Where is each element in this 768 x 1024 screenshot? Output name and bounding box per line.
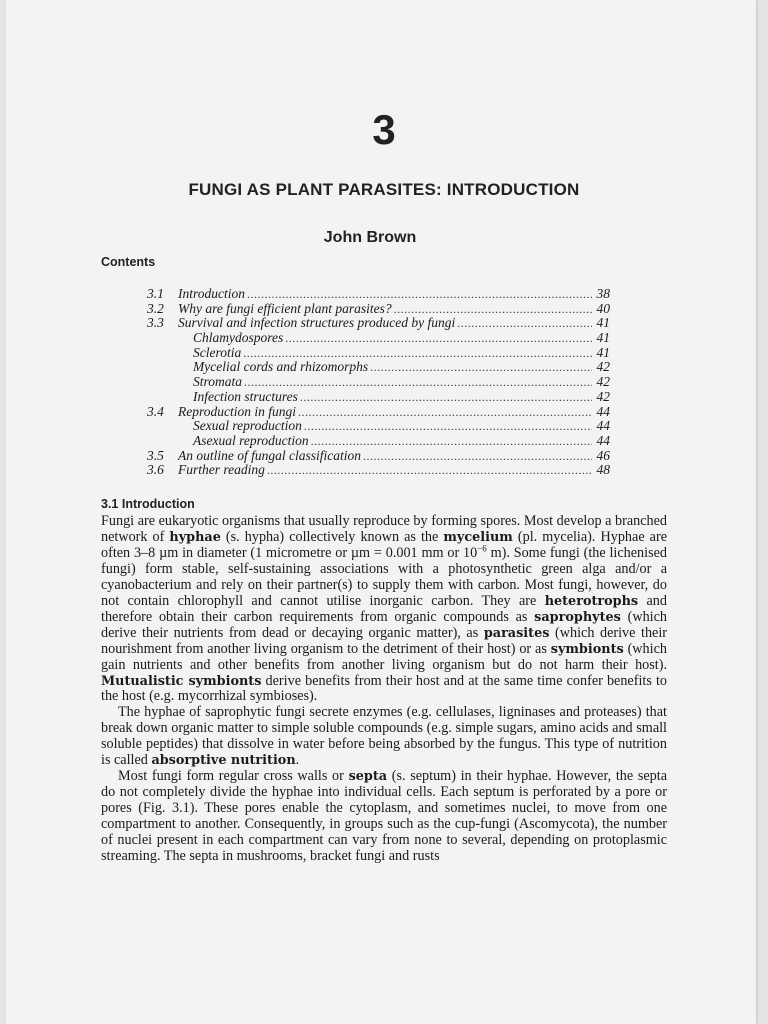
term-mutualistic-symbionts: Mutualistic symbionts <box>101 673 262 689</box>
toc-entry-page: 48 <box>596 462 610 478</box>
term-heterotrophs: heterotrophs <box>544 593 639 609</box>
chapter-title: FUNGI AS PLANT PARASITES: INTRODUCTION <box>188 180 580 199</box>
text-run: m). Some fungi (the lichenised fungi) form stable, self-sustaining associations with a photosynthetic green alga and/or a cyanobacterium and rely on their partner(s) to supply them with carbon. Most fungi, however, do not contain chlorophyll and cannot utilise inorganic carbon. They are <box>101 544 667 609</box>
toc-entry <box>147 448 610 463</box>
toc-entry-label: Infection structures <box>193 388 298 404</box>
term-saprophytes: saprophytes <box>534 609 621 625</box>
toc-entry-number: 3.1 <box>147 286 164 301</box>
paragraph-3 <box>101 769 667 865</box>
toc-entry-label: Sclerotia <box>193 344 242 360</box>
paragraph-2 <box>101 705 667 769</box>
toc-entry-page: 46 <box>596 447 610 463</box>
toc-entry <box>147 433 610 448</box>
toc-entry-page: 42 <box>596 374 610 390</box>
text-run: Most fungi form regular cross walls or <box>118 768 349 785</box>
toc-entry-label: Further reading <box>178 462 265 478</box>
text-run: (pl. mycelia). Hyphae are often 3–8 µm in diameter (1 micrometre or µm = 0.001 mm or 10 <box>101 528 667 561</box>
toc-entry-label: Sexual reproduction <box>193 418 302 434</box>
toc-dot-leader <box>298 405 592 420</box>
text-run: and therefore obtain their carbon requirements from organic compounds as <box>101 592 667 625</box>
text-run: The hyphae of saprophytic fungi secrete enzymes (e.g. cellulases, ligninases and proteases) that break down organic matter to simple soluble compounds (e.g. simple sugars, amino acids and small soluble peptides) that dissolve in water before being absorbed by the fungus. This type of nutrition is called <box>101 704 667 769</box>
term-septa: septa <box>348 769 388 785</box>
term-hyphae: hyphae <box>169 529 221 545</box>
toc-entry <box>147 389 610 404</box>
toc-dot-leader <box>285 331 592 346</box>
toc-entry-page: 44 <box>596 403 610 419</box>
toc-entry-number: 3.2 <box>147 300 164 316</box>
text-run: Fungi are eukaryotic organisms that usually reproduce by forming spores. Most develop a branched network of <box>101 513 667 545</box>
toc-entry-page: 41 <box>596 344 610 360</box>
toc-entry-page: 38 <box>596 286 610 301</box>
toc-entry-page: 42 <box>596 359 610 375</box>
toc-entry-page: 41 <box>596 315 610 331</box>
toc-entry-number: 3.5 <box>147 447 164 463</box>
toc-entry-label: Reproduction in fungi <box>178 403 296 419</box>
toc-entry-label: Stromata <box>193 374 243 390</box>
toc-entry-label: Chlamydospores <box>193 330 284 346</box>
toc-entry-page: 40 <box>596 300 610 316</box>
paragraph-1 <box>101 514 667 705</box>
toc-entry <box>147 359 610 374</box>
toc-entry <box>147 330 610 345</box>
author-name: John Brown <box>323 229 417 246</box>
body-text <box>101 514 667 865</box>
toc-entry-label: Introduction <box>178 286 245 301</box>
toc-entry <box>147 404 610 419</box>
section-heading: 3.1 Introduction <box>101 497 195 511</box>
toc-entry-number: 3.6 <box>147 462 164 478</box>
text-run: . <box>295 752 300 769</box>
toc-dot-leader <box>363 449 592 464</box>
toc-entry-number: 3.4 <box>147 403 164 419</box>
term-parasites: parasites <box>483 625 550 641</box>
text-run: (s. septum) in their hyphae. However, the septa do not completely divide the hyphae into individual cells. Each septum is perforated by a pore or pores (Fig. 3.1). These pores enable the cytoplasm, and sometimes nuclei, to move from one compartment to another. Consequently, in groups such as the cup-fungi (Ascomycota), the number of nuclei present in each compartment can vary from none to several, depending on protoplasmic streaming. The septa in mushrooms, bracket fungi and rusts <box>101 768 668 865</box>
toc-dot-leader <box>304 419 592 434</box>
toc-dot-leader <box>300 390 592 405</box>
toc-entry <box>147 462 610 477</box>
text-run: (s. hypha) collectively known as the <box>220 528 444 545</box>
toc-dot-leader <box>457 316 592 331</box>
contents-heading: Contents <box>101 255 156 269</box>
term-symbionts: symbionts <box>550 641 624 657</box>
toc-entry-label: An outline of fungal classification <box>178 447 361 463</box>
text-run: (which gain nutrients and other benefits from another living organism but do not harm their host). <box>101 640 667 673</box>
toc-entry <box>147 345 610 360</box>
toc-entry <box>147 374 610 389</box>
toc-entry-page: 44 <box>596 418 610 434</box>
text-run: (which derive their nourishment from another living organism to the detriment of their host) or as <box>101 624 667 657</box>
toc-entry-page: 42 <box>596 388 610 404</box>
chapter-number: 3 <box>372 106 396 153</box>
toc-entry-page: 41 <box>596 330 610 346</box>
exponent: −6 <box>477 543 487 554</box>
toc-dot-leader <box>370 360 592 375</box>
term-mycelium: mycelium <box>443 529 513 545</box>
toc-entry-page: 44 <box>596 432 610 448</box>
toc-entry <box>147 315 610 330</box>
toc-entry <box>147 286 610 301</box>
text-run: derive benefits from their host and at the same time confer benefits to the host (e.g. mycorrhizal symbioses). <box>101 672 668 705</box>
table-of-contents <box>147 286 610 477</box>
toc-entry-label: Why are fungi efficient plant parasites? <box>178 300 392 316</box>
toc-entry-label: Mycelial cords and rhizomorphs <box>193 359 369 375</box>
toc-entry-number: 3.3 <box>147 315 164 331</box>
text-run: (which derive their nutrients from dead or decaying organic matter), as <box>101 608 667 641</box>
toc-entry-label: Survival and infection structures produced by fungi <box>178 315 456 331</box>
toc-dot-leader <box>267 463 592 478</box>
toc-entry-label: Asexual reproduction <box>193 432 309 448</box>
term-absorptive-nutrition: absorptive nutrition <box>151 753 296 769</box>
toc-entry <box>147 418 610 433</box>
toc-entry <box>147 301 610 316</box>
